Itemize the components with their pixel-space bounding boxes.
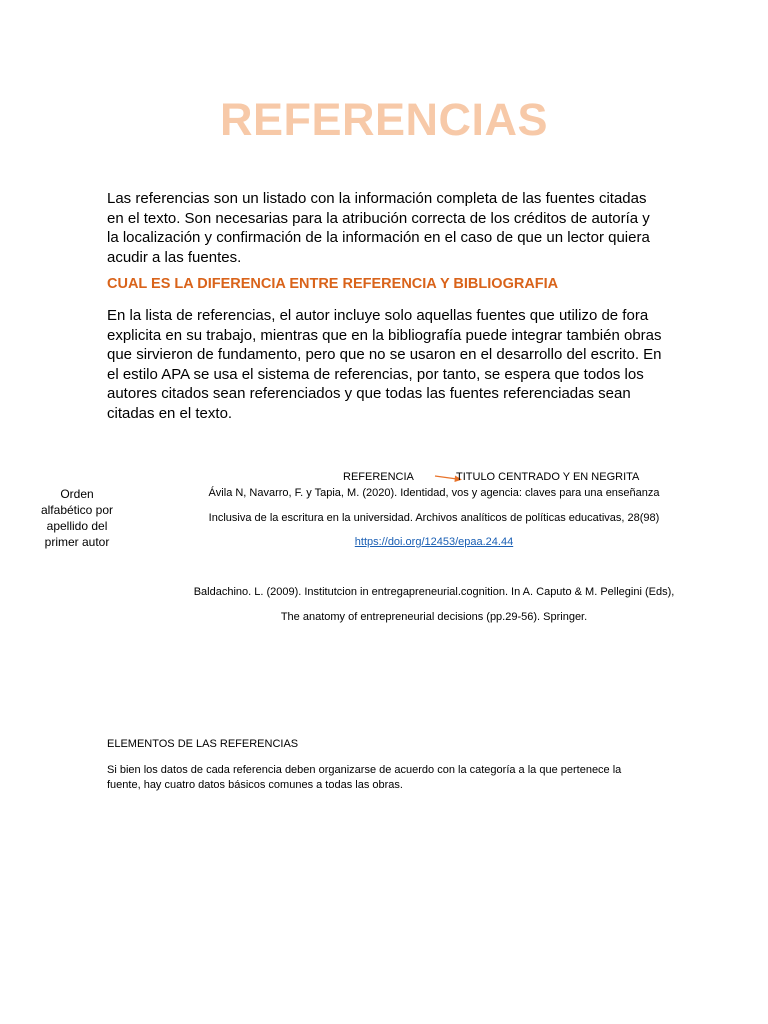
reference-1-line-1: Ávila N, Navarro, F. y Tapia, M. (2020). Identidad, vos y agencia: claves para una enseñanza xyxy=(208,487,660,499)
reference-2-line-1: Baldachino. L. (2009). Institutcion in entregapreneurial.cognition. In A. Caputo & M. Pellegini (Eds), xyxy=(193,586,675,598)
reference-2-line-2: The anatomy of entrepreneurial decisions (pp.29-56). Springer. xyxy=(280,611,588,623)
reference-1-link-line xyxy=(160,535,708,549)
page-title: REFERENCIAS xyxy=(219,94,549,145)
reference-1-line-2: Inclusiva de la escritura en la universidad. Archivos analíticos de políticas educativas, 28(98) xyxy=(208,512,660,524)
title-centered-note: TITULO CENTRADO Y EN NEGRITA xyxy=(456,471,640,483)
section-heading: CUAL ES LA DIFERENCIA ENTRE REFERENCIA Y BIBLIOGRAFIA xyxy=(107,276,559,292)
side-note-alphabetical-order: Orden alfabético por apellido del primer autor xyxy=(40,487,114,549)
difference-paragraph: En la lista de referencias, el autor incluye solo aquellas fuentes que utilizo de fora explicita en su trabajo, mientras que en la bibliografía puede integrar también obras que sirvieron de fundamento, pero que no se usaron en el desarrollo del escrito. En el estilo APA se usa el sistema de referencias, por tanto, se espera que todos los autores citados sean referenciados y que todas las fuentes referenciadas sean citadas en el texto. xyxy=(107,307,662,422)
intro-paragraph: Las referencias son un listado con la información completa de las fuentes citadas en el texto. Son necesarias para la atribución correcta de los créditos de autoría y la localización y confirmación de la información en el caso de que un lector quiera acudir a las fuentes. xyxy=(107,190,650,266)
elements-title: ELEMENTOS DE LAS REFERENCIAS xyxy=(107,738,299,750)
reference-1-doi-link[interactable]: https://doi.org/12453/epaa.24.44 xyxy=(354,536,514,548)
elements-text: Si bien los datos de cada referencia deben organizarse de acuerdo con la categoría a la que pertenece la fuente, hay cuatro datos básicos comunes a todas las obras. xyxy=(107,764,622,791)
reference-label: REFERENCIA xyxy=(343,471,414,483)
